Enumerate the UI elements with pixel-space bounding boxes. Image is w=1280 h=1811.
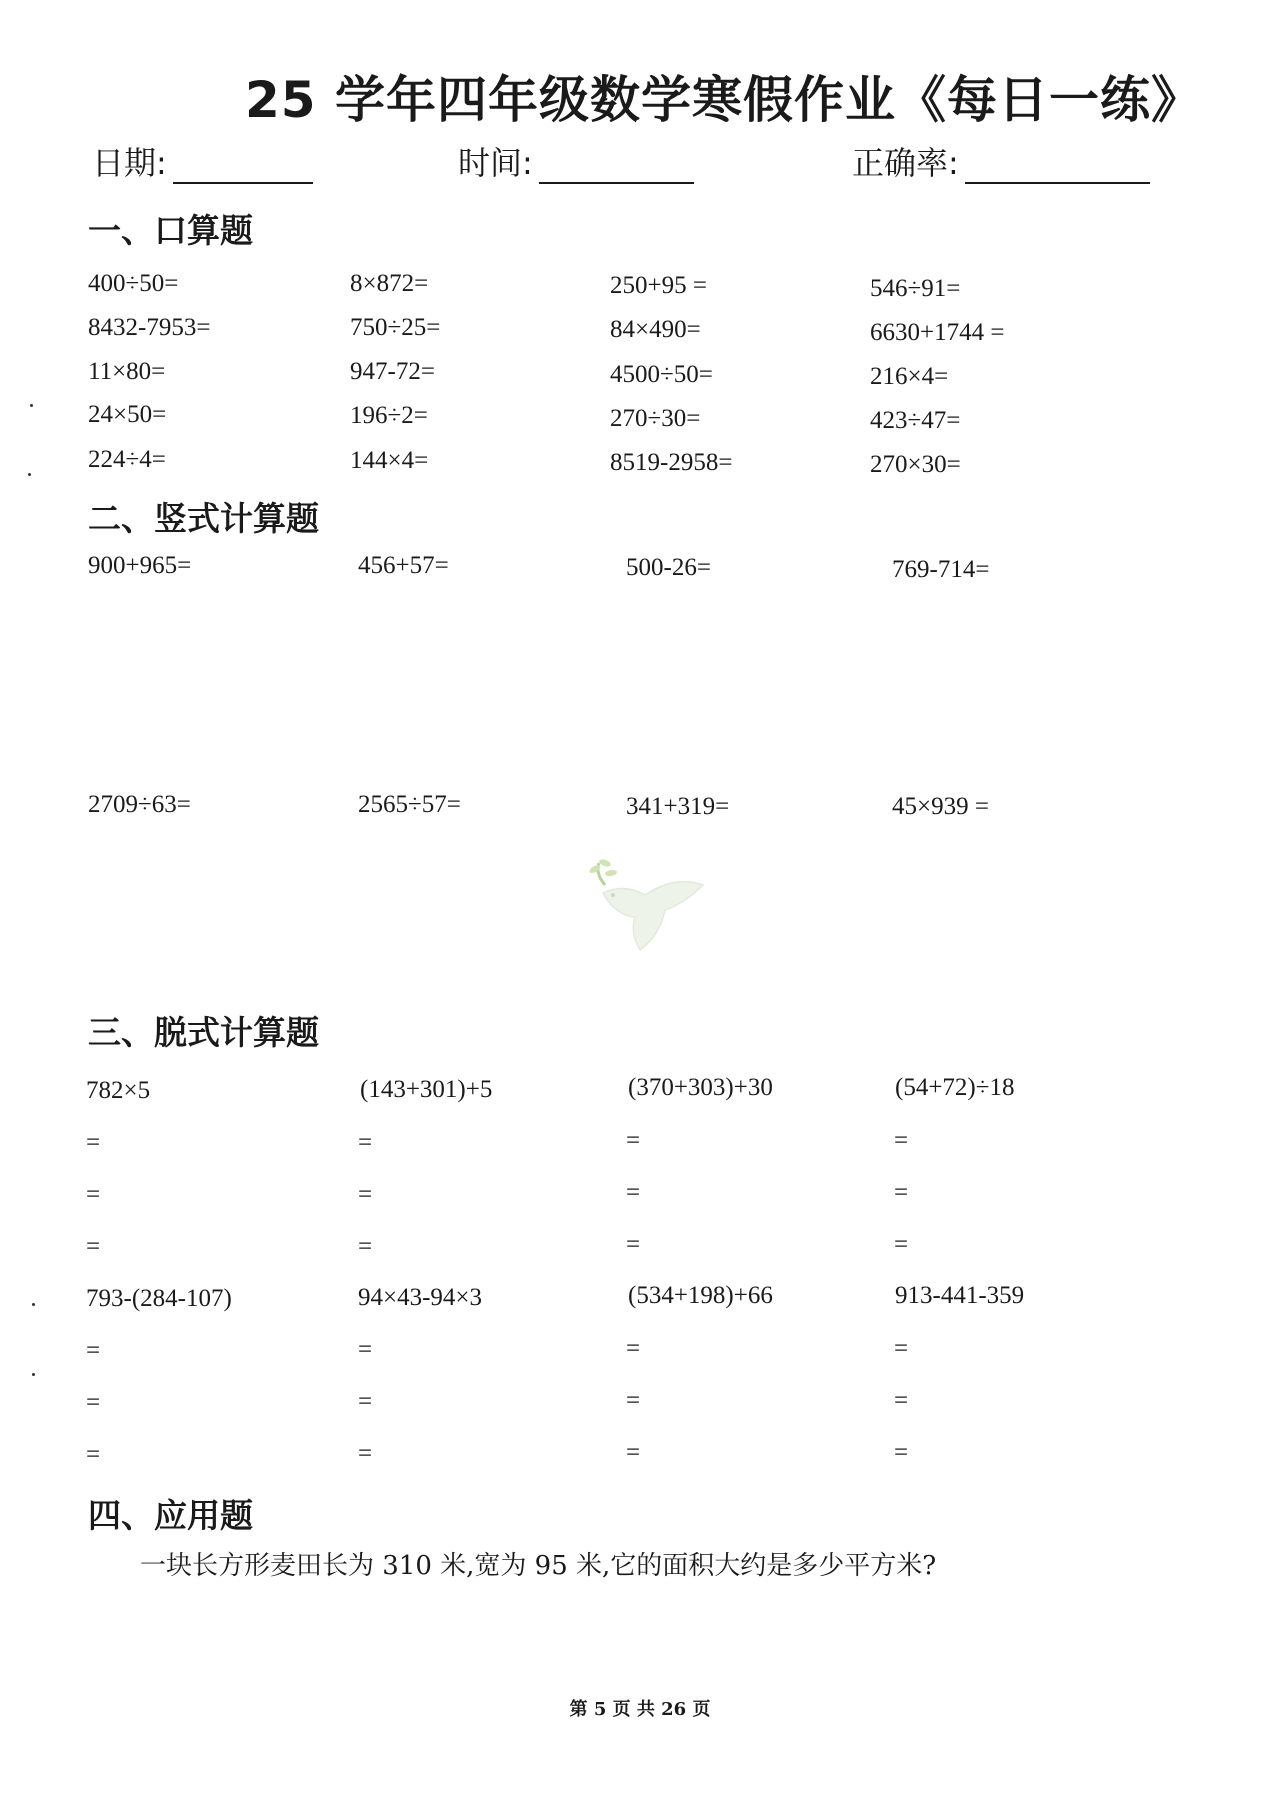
equals-line: = [358,1440,373,1467]
accuracy-blank[interactable] [965,152,1150,184]
date-field [92,138,313,184]
equals-line: = [358,1181,373,1208]
oral-problem: 270÷30= [610,405,701,432]
worksheet-title: 25 学年四年级数学寒假作业《每日一练》 [245,71,1202,129]
equals-line: = [894,1127,909,1154]
oral-problem: 24×50= [88,401,167,428]
oral-problem: 8519-2958= [610,449,733,476]
date-blank[interactable] [173,152,313,184]
time-field [458,138,694,184]
equals-line: = [894,1231,909,1258]
oral-problem: 4500÷50= [610,361,713,388]
equals-line: = [626,1127,641,1154]
stepwise-problem: (370+303)+30 [628,1074,773,1101]
time-label: 时间: [458,144,533,182]
scan-speck [32,1303,35,1306]
equals-line: = [626,1231,641,1258]
oral-problem: 8×872= [350,270,429,297]
vertical-problem: 2709÷63= [88,791,191,818]
oral-problem: 947-72= [350,358,435,385]
oral-problem: 6630+1744 = [870,319,1005,346]
vertical-problem: 45×939 = [892,793,989,820]
oral-problem: 400÷50= [88,270,179,297]
oral-section-heading: 一、口算题 [88,211,253,250]
scan-speck [32,1373,35,1376]
accuracy-label: 正确率: [852,144,959,182]
vertical-problem: 2565÷57= [358,791,461,818]
oral-problem: 250+95 = [610,272,707,299]
scan-speck [28,473,31,476]
equals-line: = [86,1441,101,1468]
equals-line: = [894,1179,909,1206]
stepwise-section-heading: 三、脱式计算题 [88,1013,319,1052]
time-blank[interactable] [539,152,694,184]
accuracy-field [852,138,1150,184]
equals-line: = [358,1388,373,1415]
equals-line: = [358,1233,373,1260]
equals-line: = [626,1335,641,1362]
vertical-problem: 769-714= [892,556,990,583]
stepwise-problem: 94×43-94×3 [358,1284,483,1311]
oral-problem: 11×80= [88,358,166,385]
stepwise-problem: 793-(284-107) [86,1285,232,1312]
equals-line: = [894,1335,909,1362]
oral-problem: 216×4= [870,363,949,390]
equals-line: = [626,1387,641,1414]
oral-problem: 224÷4= [88,446,166,473]
vertical-problem: 900+965= [88,552,192,579]
equals-line: = [894,1387,909,1414]
oral-problem: 84×490= [610,316,701,343]
equals-line: = [626,1179,641,1206]
oral-problem: 750÷25= [350,314,441,341]
stepwise-problem: 913-441-359 [895,1282,1025,1309]
equals-line: = [86,1337,101,1364]
equals-line: = [86,1129,101,1156]
vertical-section-heading: 二、竖式计算题 [88,499,319,538]
dove-watermark-icon [585,855,710,965]
equals-line: = [86,1233,101,1260]
stepwise-problem: 782×5 [86,1077,151,1104]
date-label: 日期: [92,144,167,182]
oral-problem: 546÷91= [870,275,961,302]
stepwise-problem: (143+301)+5 [360,1076,493,1103]
equals-line: = [86,1389,101,1416]
equals-line: = [86,1181,101,1208]
word-problem-text: 一块长方形麦田长为 310 米,宽为 95 米,它的面积大约是多少平方米? [140,1551,937,1581]
equals-line: = [358,1129,373,1156]
word-section-heading: 四、应用题 [88,1496,253,1535]
equals-line: = [358,1336,373,1363]
stepwise-problem: (534+198)+66 [628,1282,773,1309]
equals-line: = [894,1439,909,1466]
vertical-problem: 500-26= [626,554,711,581]
oral-problem: 270×30= [870,451,961,478]
oral-problem: 196÷2= [350,402,428,429]
scan-speck [30,404,33,407]
oral-problem: 8432-7953= [88,314,211,341]
vertical-problem: 456+57= [358,552,449,579]
page-number: 第 5 页 共 26 页 [569,1699,711,1720]
stepwise-problem: (54+72)÷18 [895,1074,1015,1101]
oral-problem: 423÷47= [870,407,961,434]
oral-problem: 144×4= [350,447,429,474]
vertical-problem: 341+319= [626,793,730,820]
equals-line: = [626,1439,641,1466]
